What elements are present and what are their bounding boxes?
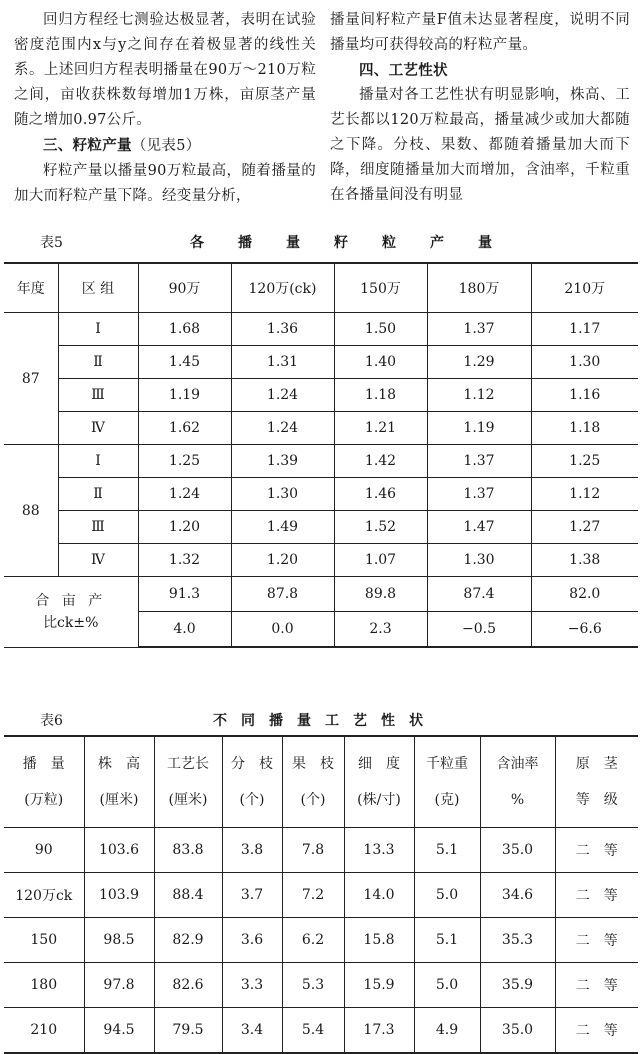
table6-header-cell xyxy=(4,736,84,828)
table6-header-cell xyxy=(414,736,480,828)
table6-header-line1: 果 枝 xyxy=(292,756,334,772)
table5-summary-cell: 91.3 xyxy=(138,577,231,612)
table5-summary-row xyxy=(4,577,638,612)
table6-cell: 5.3 xyxy=(282,963,344,1008)
table6-cell: 35.0 xyxy=(480,1008,555,1054)
table5-row xyxy=(4,511,638,544)
table6-header-line2: (万粒) xyxy=(24,792,64,808)
table6-header-line1: 播 量 xyxy=(22,756,65,772)
table6-cell: 103.6 xyxy=(84,828,154,873)
table5-header-cell: 区 组 xyxy=(58,263,138,313)
table6-cell: 97.8 xyxy=(84,963,154,1008)
table6-header-cell xyxy=(222,736,282,828)
table6-cell: 3.6 xyxy=(222,918,282,963)
table5-block-cell: Ⅳ xyxy=(58,544,138,577)
table6-header-line2: (个) xyxy=(239,792,265,808)
table5-value-cell: 1.52 xyxy=(334,511,427,544)
table5-seed-yield xyxy=(4,262,638,648)
table6-cell: 150 xyxy=(4,918,84,963)
table6-header-line2: (个) xyxy=(300,792,326,808)
table5-title: 各播量籽粒产量 xyxy=(190,235,526,251)
section-heading-traits: 四、工艺性状 xyxy=(359,62,448,79)
table5-value-cell: 1.50 xyxy=(334,313,427,346)
table5-header-cell: 120万(ck) xyxy=(231,263,334,313)
table5-year-cell: 88 xyxy=(4,445,58,577)
table6-cell: 6.2 xyxy=(282,918,344,963)
table5-value-cell: 1.68 xyxy=(138,313,231,346)
table5-block-cell: Ⅰ xyxy=(58,445,138,478)
table6-label: 表6 xyxy=(40,713,63,729)
table6-cell: 103.9 xyxy=(84,873,154,918)
table6-cell: 7.8 xyxy=(282,828,344,873)
table6-cell: 180 xyxy=(4,963,84,1008)
table6-header-line2: (厘米) xyxy=(168,792,208,808)
table6-header-line1: 株 高 xyxy=(98,756,140,772)
table6-process-traits xyxy=(4,735,638,1054)
table5-value-cell: 1.38 xyxy=(531,544,638,577)
table5-value-cell: 1.32 xyxy=(138,544,231,577)
table6-header-line1: 千粒重 xyxy=(426,756,468,772)
table6-header-row xyxy=(4,736,638,828)
table6-header-cell xyxy=(555,736,638,828)
table5-value-cell: 1.16 xyxy=(531,379,638,412)
summary-label-line1: 合 亩 产 xyxy=(35,592,107,609)
table5-value-cell: 1.46 xyxy=(334,478,427,511)
table5-value-cell: 1.21 xyxy=(334,412,427,445)
table6-cell: 14.0 xyxy=(344,873,414,918)
table5-block-cell: Ⅳ xyxy=(58,412,138,445)
table6-cell: 二 等 xyxy=(555,963,638,1008)
table5-summary-cell: −6.6 xyxy=(531,612,638,648)
table5-header-cell: 210万 xyxy=(531,263,638,313)
table5-value-cell: 1.30 xyxy=(231,478,334,511)
table5-summary-cell: 0.0 xyxy=(231,612,334,648)
table6-cell: 5.1 xyxy=(414,918,480,963)
table5-label: 表5 xyxy=(40,235,63,251)
table6-cell: 82.9 xyxy=(154,918,222,963)
table6-row xyxy=(4,1008,638,1054)
table5-row xyxy=(4,412,638,445)
table6-cell: 35.3 xyxy=(480,918,555,963)
table5-value-cell: 1.19 xyxy=(138,379,231,412)
table6-row xyxy=(4,963,638,1008)
table6-cell: 82.6 xyxy=(154,963,222,1008)
table5-header-row xyxy=(4,263,638,313)
table5-value-cell: 1.25 xyxy=(531,445,638,478)
table5-block-cell: Ⅲ xyxy=(58,379,138,412)
table5-summary-cell: 87.4 xyxy=(427,577,531,612)
section-heading-text: 三、籽粒产量 xyxy=(43,137,132,154)
table6-header-cell xyxy=(84,736,154,828)
section-heading-seed-yield xyxy=(14,133,316,159)
table5-row xyxy=(4,346,638,379)
table6-cell: 二 等 xyxy=(555,1008,638,1054)
table5-row xyxy=(4,313,638,346)
section-heading-ref: （见表5） xyxy=(131,138,201,154)
table6-header-line2: (厘米) xyxy=(99,792,139,808)
table5-value-cell: 1.18 xyxy=(531,412,638,445)
table5-summary-cell: −0.5 xyxy=(427,612,531,648)
table6-cell: 79.5 xyxy=(154,1008,222,1054)
table5-value-cell: 1.20 xyxy=(138,511,231,544)
table6-cell: 210 xyxy=(4,1008,84,1054)
table6-row xyxy=(4,918,638,963)
table5-value-cell: 1.25 xyxy=(138,445,231,478)
table6-header-line2: (株/寸) xyxy=(357,792,401,808)
table5-value-cell: 1.42 xyxy=(334,445,427,478)
table5-value-cell: 1.37 xyxy=(427,313,531,346)
table6-header-cell xyxy=(282,736,344,828)
table5-value-cell: 1.30 xyxy=(531,346,638,379)
table6-title: 不同播量工艺性状 xyxy=(213,713,437,729)
table6-cell: 5.4 xyxy=(282,1008,344,1054)
table5-value-cell: 1.39 xyxy=(231,445,334,478)
table6-cell: 7.2 xyxy=(282,873,344,918)
table5-value-cell: 1.37 xyxy=(427,445,531,478)
table5-header-cell: 150万 xyxy=(334,263,427,313)
table6-cell: 3.7 xyxy=(222,873,282,918)
summary-label-line2: 比ck±% xyxy=(43,614,99,631)
table6-cell: 90 xyxy=(4,828,84,873)
table5-value-cell: 1.49 xyxy=(231,511,334,544)
right-paragraph-2: 播量对各工艺性状有明显影响，株高、工艺长都以120万粒最高，播量减少或加大都随之下降。分枝、果数、都随着播量加大而下降，细度随播量加大而增加，含油率，千粒重在各播量间没有明显 xyxy=(330,87,630,203)
table5-header-cell: 180万 xyxy=(427,263,531,313)
table6-cell: 5.1 xyxy=(414,828,480,873)
table5-block-cell: Ⅲ xyxy=(58,511,138,544)
left-text-column xyxy=(14,8,316,209)
table6-header-line1: 含油率 xyxy=(496,756,539,772)
table5-value-cell: 1.47 xyxy=(427,511,531,544)
table5-value-cell: 1.19 xyxy=(427,412,531,445)
table5-value-cell: 1.30 xyxy=(427,544,531,577)
table5-value-cell: 1.24 xyxy=(231,412,334,445)
table6-header-cell xyxy=(480,736,555,828)
table6-header-line2: (克) xyxy=(434,792,460,808)
table6-cell: 3.3 xyxy=(222,963,282,1008)
table6-cell: 二 等 xyxy=(555,918,638,963)
right-text-column xyxy=(330,8,630,208)
left-paragraph-2: 籽粒产量以播量90万粒最高，随着播量的加大而籽粒产量下降。经变量分析， xyxy=(14,163,316,204)
table6-row xyxy=(4,873,638,918)
table5-value-cell: 1.17 xyxy=(531,313,638,346)
table5-value-cell: 1.29 xyxy=(427,346,531,379)
table5-row xyxy=(4,478,638,511)
table5-summary-cell: 89.8 xyxy=(334,577,427,612)
table5-summary-cell: 87.8 xyxy=(231,577,334,612)
table5-block-cell: Ⅰ xyxy=(58,313,138,346)
table5-value-cell: 1.12 xyxy=(427,379,531,412)
table6-header-line2: % xyxy=(510,792,525,808)
table5-value-cell: 1.45 xyxy=(138,346,231,379)
table5-summary-cell: 4.0 xyxy=(138,612,231,648)
table6-header-cell xyxy=(154,736,222,828)
left-paragraph-1: 回归方程经七测验达极显著，表明在试验密度范围内x与y之间存在着极显著的线性关系。上述回归方程表明播量在90万～210万粒之间，亩收获株数每增加1万株，亩原茎产量随之增加0.97公斤。 xyxy=(14,12,316,128)
table5-value-cell: 1.24 xyxy=(138,478,231,511)
table6-row xyxy=(4,828,638,873)
table5-value-cell: 1.31 xyxy=(231,346,334,379)
table5-value-cell: 1.20 xyxy=(231,544,334,577)
table5-block-cell: Ⅱ xyxy=(58,346,138,379)
table6-cell: 17.3 xyxy=(344,1008,414,1054)
table5-value-cell: 1.24 xyxy=(231,379,334,412)
table6-header-line1: 细 度 xyxy=(358,756,400,772)
table6-cell: 15.9 xyxy=(344,963,414,1008)
table6-cell: 35.0 xyxy=(480,828,555,873)
table5-value-cell: 1.12 xyxy=(531,478,638,511)
table6-cell: 88.4 xyxy=(154,873,222,918)
table6-cell: 15.8 xyxy=(344,918,414,963)
table6-header-line1: 原 茎 xyxy=(575,756,618,772)
table5-value-cell: 1.36 xyxy=(231,313,334,346)
table5-value-cell: 1.62 xyxy=(138,412,231,445)
table6-cell: 二 等 xyxy=(555,873,638,918)
table6-cell: 13.3 xyxy=(344,828,414,873)
table6-cell: 98.5 xyxy=(84,918,154,963)
table5-summary-label xyxy=(4,577,138,648)
table6-header-line1: 工艺长 xyxy=(167,756,209,772)
table6-cell: 35.9 xyxy=(480,963,555,1008)
right-paragraph-1: 播量间籽粒产量F值未达显著程度，说明不同播量均可获得较高的籽粒产量。 xyxy=(330,12,630,53)
table5-header-cell: 90万 xyxy=(138,263,231,313)
table6-cell: 二 等 xyxy=(555,828,638,873)
table6-cell: 120万ck xyxy=(4,873,84,918)
table5-row xyxy=(4,445,638,478)
table5-row xyxy=(4,544,638,577)
table6-header-line1: 分 枝 xyxy=(231,756,273,772)
table6-header-cell xyxy=(344,736,414,828)
table6-cell: 3.4 xyxy=(222,1008,282,1054)
table5-summary-cell: 2.3 xyxy=(334,612,427,648)
table5-header-cell: 年度 xyxy=(4,263,58,313)
table5-block-cell: Ⅱ xyxy=(58,478,138,511)
table6-cell: 3.8 xyxy=(222,828,282,873)
table6-cell: 83.8 xyxy=(154,828,222,873)
table6-cell: 94.5 xyxy=(84,1008,154,1054)
table5-summary-cell: 82.0 xyxy=(531,577,638,612)
table6-cell: 5.0 xyxy=(414,873,480,918)
table5-value-cell: 1.40 xyxy=(334,346,427,379)
table5-year-cell: 87 xyxy=(4,313,58,445)
table5-value-cell: 1.18 xyxy=(334,379,427,412)
table5-row xyxy=(4,379,638,412)
table6-header-line2: 等 级 xyxy=(575,792,618,808)
table5-value-cell: 1.27 xyxy=(531,511,638,544)
table6-cell: 5.0 xyxy=(414,963,480,1008)
table5-value-cell: 1.07 xyxy=(334,544,427,577)
table6-cell: 4.9 xyxy=(414,1008,480,1054)
table6-cell: 34.6 xyxy=(480,873,555,918)
table5-value-cell: 1.37 xyxy=(427,478,531,511)
